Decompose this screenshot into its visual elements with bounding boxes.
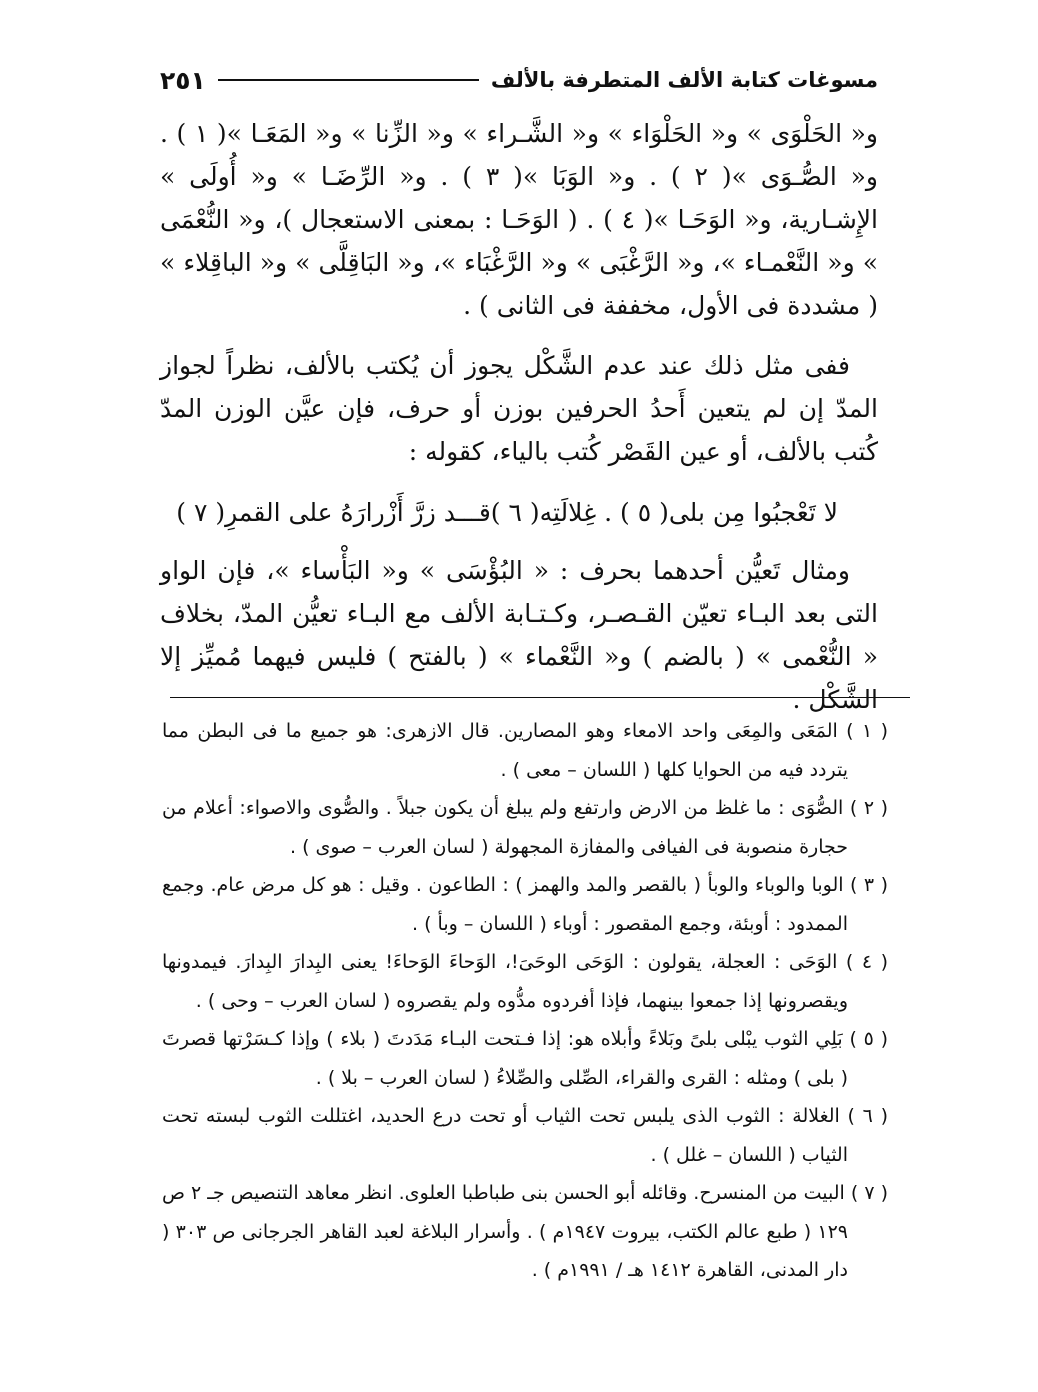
footnote-7: ( ٧ ) البيت من المنسرح. وقائله أبو الحسن بنى طباطبا العلوى. انظر معاهد التنصيص جـ ٢ ص ١٢٩ ( طبع عالم الكتب، بيروت ١٩٤٧م ) . وأسرار البلاغة لعبد القاهر الجرجانى ص ٣٠٣ ( دار المدنى، القاهرة ١٤١٢ هـ / ١٩٩١م ) . [162, 1182, 889, 1281]
poetry-verse [176, 491, 838, 535]
paragraph-2: ففى مثل ذلك عند عدم الشَّكْل يجوز أن يُكتب بالألف، نظراً لجواز المدّ إن لم يتعين أَحدُ الحرفين بوزن أو حرف، فإن عيَّن الوزن المدّ كُتب بالألف، أو عين القَصْر كُتب بالياء، كقوله : [160, 351, 878, 466]
running-title: مسوغات كتابة الألف المتطرفة بالألف [490, 68, 878, 92]
verse-first-hemistich: لا تَعْجبُوا مِن بلى( ٥ ) . غِلالَتِه( ٦ ) [490, 498, 838, 527]
verse-second-hemistich: قـــد زرَّ أَزْرارَهُ على القمرِ( ٧ ) [176, 498, 491, 527]
header-rule [218, 79, 479, 81]
footnote-6: ( ٦ ) الغلالة : الثوب الذى يلبس تحت الثياب أو تحت درع الحديد، اغتللت الثوب لبسته تحت الثياب ( اللسان – غلل ) . [162, 1105, 888, 1166]
footnote-separator [170, 697, 910, 698]
paragraph-3: ومثال تَعيُّن أحدهما بحرف : « البُؤْسَى » و« البَأْساء »، فإن الواو التى بعد البـاء تعيّن القـصـر، وكـتـابة الألف مع البـاء تعيُّن المدّ، بخلاف « النُّعْمى » ( بالضم ) و« النَّعْماء » ( بالفتح ) فليس فيهما مُميِّز إلا الشَّكْل . [160, 556, 878, 714]
footnote-3: ( ٣ ) الوبا والوباء والوبأ ( بالقصر والمد والهمز ) : الطاعون . وقيل : هو كل مرض عام. وجمع الممدود : أوبئة، وجمع المقصور : أوباء ( اللسان – وبأ ) . [162, 874, 888, 935]
footnote-2: ( ٢ ) الصُّوَى : ما غلظ من الارض وارتفع ولم يبلغ أن يكون جبلاً . والصُّوى والاصواء: أعلام من حجارة منصوبة فى الفيافى والمفازة المجهولة ( لسان العرب – صوى ) . [162, 797, 888, 858]
paragraph-1: و« الحَلْوَى » و« الحَلْوَاء » و« الشَّـراء » و« الزِّنا » و« المَعَـا »( ١ ) . و« الصُّـوَى »( ٢ ) . و« الوَبَا »( ٣ ) . و« الرِّضَـا » و« أُولَى » الإِشـارية، و« الوَحَـا »( ٤ ) . ( الوَحَـا : بمعنى الاستعجال )، و« النُّعْمَى » و« النَّعْمـاء »، و« الرَّغْبَى » و« الرَّغْبَاء »، و« البَاقِلَّى » و« الباقِلاء » ( مشددة فى الأول، مخففة فى الثانى ) . [160, 119, 878, 320]
main-text [160, 112, 878, 721]
footnote-1: ( ١ ) المَعَى والمِعَى واحد الامعاء وهو المصارين. قال الازهرى: هو جميع ما فى البطن مما يتردد فيه من الحوايا كلها ( اللسان – معى ) . [162, 720, 889, 781]
page-number: ٢٥١ [160, 65, 206, 95]
page-header [160, 60, 878, 100]
footnote-5: ( ٥ ) بَلِي الثوب يبْلى بلىً وبَلاءً وأبلاه هو: إذا فـتحت البـاء مَدَدتَ ( بلاء ) وإذا كـسَرْتها قصرتَ ( بلى ) ومثله : القرى والقراء، الصِّلى والصِّلاءُ ( لسان العرب – بلا ) . [162, 1028, 888, 1089]
footnote-4: ( ٤ ) الوَحَى : العجلة، يقولون : الوَحَى الوحَىَ!، الوَحاءَ الوَحاءَ! يعنى البِدارَ البِدارَ. فيمدونها ويقصرونها إذا جمعوا بينهما، فإذا أفردوه مدُّوه ولم يقصروه ( لسان العرب – وحى ) . [162, 951, 889, 1012]
footnotes [162, 712, 888, 1290]
